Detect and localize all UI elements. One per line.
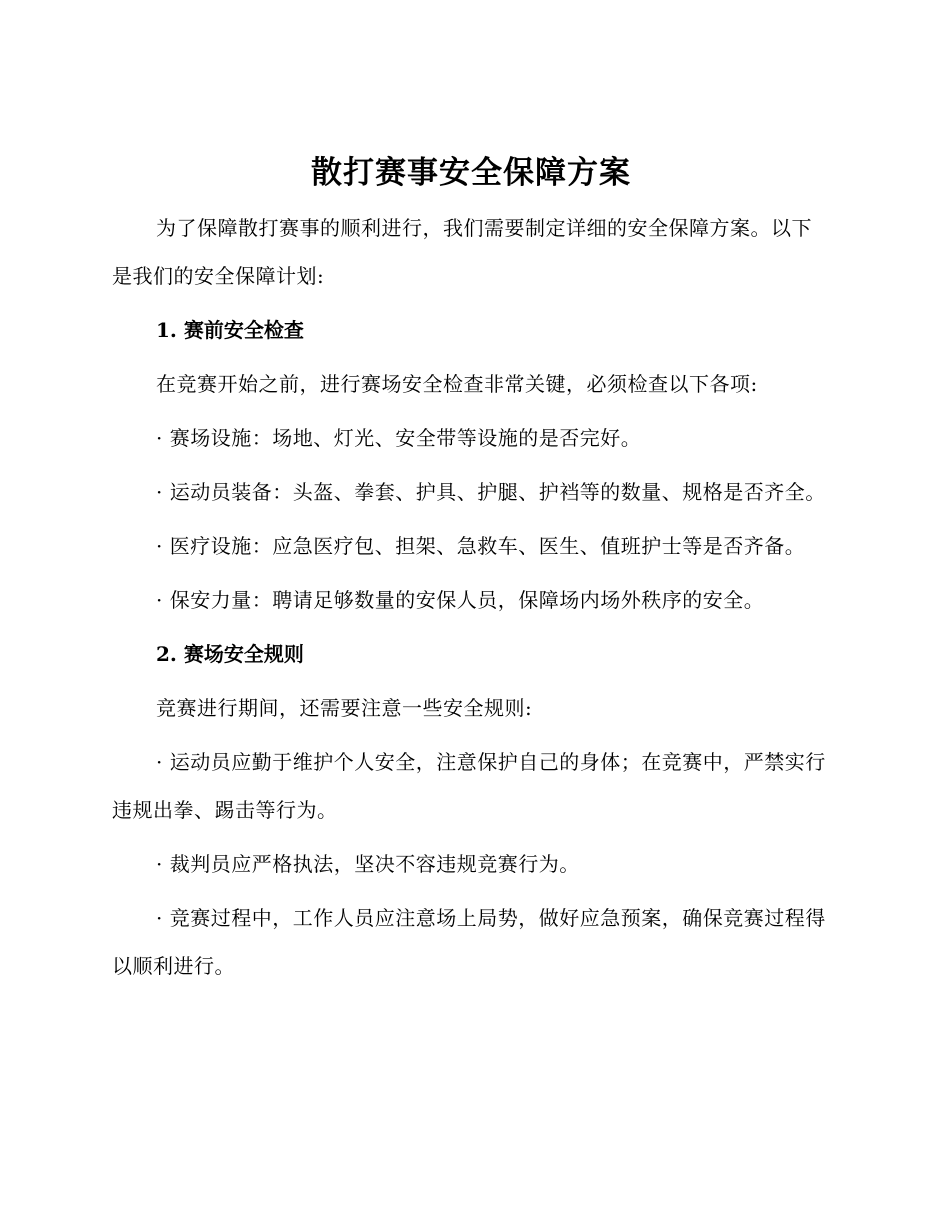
section-heading-pre-check: 1. 赛前安全检查 [156,318,304,342]
section-lead-rules: 竞赛进行期间，还需要注意一些安全规则: [156,696,533,720]
section-heading-rules: 2. 赛场安全规则 [156,642,304,666]
intro-paragraph: 为了保障散打赛事的顺利进行，我们需要制定详细的安全保障方案。以下是我们的安全保障计划: [112,216,812,288]
list-item: · 运动员应勤于维护个人安全，注意保护自己的身体；在竞赛中，严禁实行违规出拳、踢击等行为。 [112,750,826,822]
document-title: 散打赛事安全保障方案 [311,155,631,191]
section-lead-pre-check: 在竞赛开始之前，进行赛场安全检查非常关键，必须检查以下各项: [156,372,758,396]
document-page [112,150,830,996]
list-item: · 裁判员应严格执法，坚决不容违规竞赛行为。 [156,852,580,876]
list-item: · 运动员装备：头盔、拳套、护具、护腿、护裆等的数量、规格是否齐全。 [156,480,826,504]
list-item: · 赛场设施：场地、灯光、安全带等设施的是否完好。 [156,426,642,450]
list-item: · 医疗设施：应急医疗包、担架、急救车、医生、值班护士等是否齐备。 [156,534,806,558]
list-item: · 保安力量：聘请足够数量的安保人员，保障场内场外秩序的安全。 [156,588,765,612]
list-item: · 竞赛过程中，工作人员应注意场上局势，做好应急预案，确保竞赛过程得以顺利进行。 [112,906,826,978]
